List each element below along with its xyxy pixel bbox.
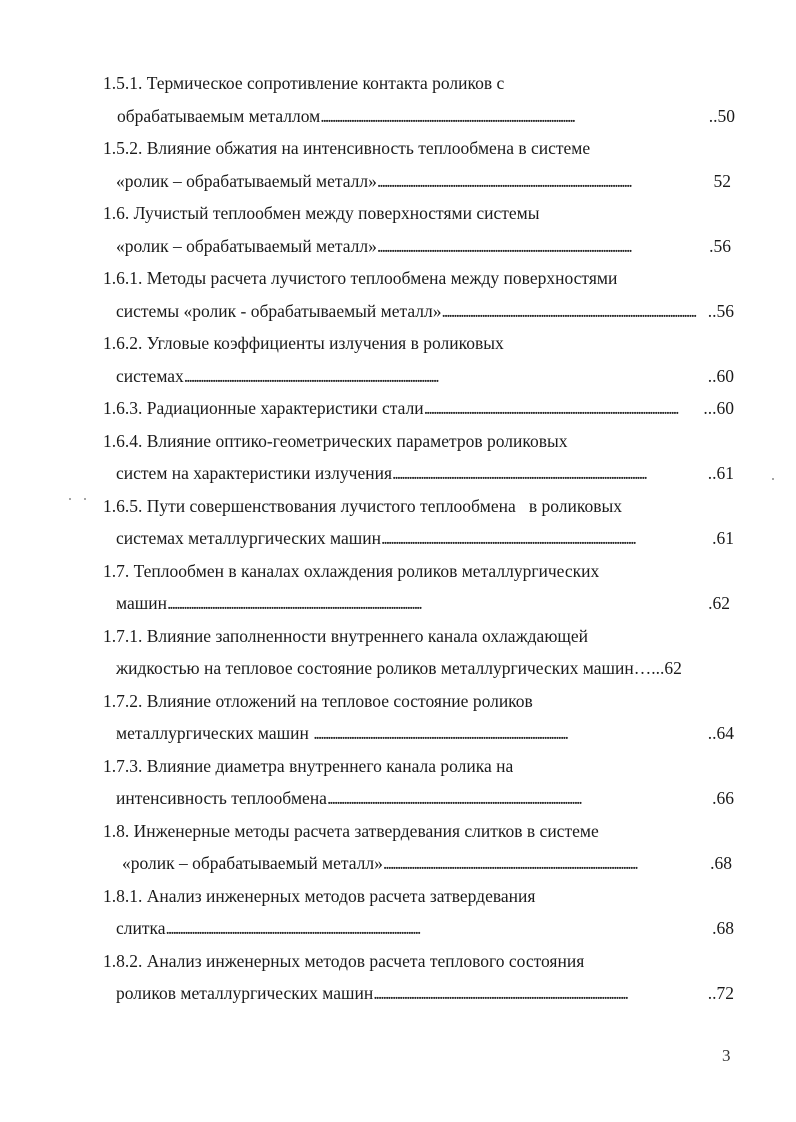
toc-page-number: ..50 xyxy=(708,105,735,126)
toc-page-number: ...62 xyxy=(651,658,682,678)
toc-leader-dots xyxy=(184,360,708,393)
toc-entry-continuation: обрабатываемым металлом xyxy=(117,105,321,126)
toc-entry-1-6 xyxy=(0,197,796,262)
toc-leader-dots xyxy=(166,912,713,945)
table-of-contents xyxy=(0,67,796,1010)
toc-entry-1-7 xyxy=(0,555,796,620)
toc-entry-continuation: системах металлургических машин xyxy=(116,528,381,548)
toc-entry-continuation: интенсивность теплообмена xyxy=(116,788,327,808)
toc-entry-title: 1.6.3. Радиационные характеристики стали xyxy=(103,398,424,418)
toc-page-number: .68 xyxy=(710,853,732,873)
toc-entry-1-6-5 xyxy=(0,490,796,555)
toc-leader-dots xyxy=(383,847,710,880)
toc-entry-continuation: системах xyxy=(116,365,184,386)
toc-entry-continuation: «ролик – обрабатываемый металл» xyxy=(116,235,377,256)
toc-entry-title: 1.8. Инженерные методы расчета затвердевания слитков в системе xyxy=(103,820,599,841)
toc-page-number: ..56 xyxy=(707,300,734,321)
toc-entry-title: 1.8.2. Анализ инженерных методов расчета теплового состояния xyxy=(103,950,585,971)
toc-entry-continuation: системы «ролик - обрабатываемый металл» xyxy=(116,300,442,321)
toc-entry-continuation: жидкостью на тепловое состояние роликов металлургических машин… xyxy=(116,658,652,678)
toc-entry-title: 1.7. Теплообмен в каналах охлаждения роликов металлургических xyxy=(103,560,600,581)
toc-entry-1-6-4 xyxy=(0,425,796,490)
toc-page-number: 52 xyxy=(713,170,731,191)
toc-leader-dots xyxy=(320,100,709,133)
toc-entry-title: 1.5.1. Термическое сопротивление контакта роликов с xyxy=(103,73,505,93)
toc-entry-1-6-3 xyxy=(0,392,796,425)
toc-page-number: .62 xyxy=(708,593,730,613)
toc-entry-1-6-1 xyxy=(0,262,796,327)
toc-entry-continuation: металлургических машин xyxy=(116,723,314,743)
toc-page-number: .61 xyxy=(712,528,734,548)
toc-entry-1-7-1 xyxy=(0,620,796,685)
toc-leader-dots xyxy=(313,717,708,750)
toc-entry-title: 1.6.4. Влияние оптико-геометрических параметров роликовых xyxy=(103,430,568,451)
toc-entry-title: 1.7.3. Влияние диаметра внутреннего канала ролика на xyxy=(103,755,514,776)
toc-entry-title: 1.7.1. Влияние заполненности внутреннего канала охлаждающей xyxy=(103,625,589,646)
toc-entry-title: 1.8.1. Анализ инженерных методов расчета затвердевания xyxy=(103,885,536,906)
toc-entry-continuation: машин xyxy=(116,593,167,613)
toc-page-number: ..72 xyxy=(707,983,734,1003)
page-number: 3 xyxy=(722,1046,731,1065)
toc-entry-title: 1.5.2. Влияние обжатия на интенсивность теплообмена в системе xyxy=(103,138,591,158)
toc-entry-1-8-1 xyxy=(0,880,796,945)
toc-entry-title: 1.7.2. Влияние отложений на тепловое состояние роликов xyxy=(103,690,533,711)
toc-leader-dots xyxy=(424,392,704,425)
toc-entry-1-6-2 xyxy=(0,327,796,392)
toc-page-number: ..61 xyxy=(707,463,734,483)
toc-leader-dots xyxy=(377,230,709,263)
toc-entry-title: 1.6.2. Угловые коэффициенты излучения в роликовых xyxy=(103,333,504,353)
toc-leader-dots xyxy=(392,457,708,490)
toc-entry-1-8-2 xyxy=(0,945,796,1010)
toc-leader-dots xyxy=(442,295,708,328)
toc-page-number: ..64 xyxy=(707,723,734,743)
toc-page-number: .68 xyxy=(712,918,734,938)
toc-page-number: ...60 xyxy=(703,398,734,418)
toc-entry-1-5-1 xyxy=(0,67,796,132)
toc-entry-continuation: «ролик – обрабатываемый металл» xyxy=(116,170,377,191)
toc-entry-title: 1.6.1. Методы расчета лучистого теплообмена между поверхностями xyxy=(103,268,618,288)
toc-page-number: ..60 xyxy=(707,365,734,386)
toc-page-number: .56 xyxy=(709,235,731,256)
scan-speck xyxy=(772,478,774,480)
scan-speck xyxy=(69,498,71,500)
toc-entry-continuation: слитка xyxy=(116,918,166,938)
toc-entry-1-5-2 xyxy=(0,132,796,197)
toc-leader-dots xyxy=(373,977,708,1010)
toc-leader-dots xyxy=(167,587,708,620)
toc-entry-1-7-2 xyxy=(0,685,796,750)
scan-speck xyxy=(84,498,86,500)
toc-leader-dots xyxy=(377,165,714,198)
toc-entry-1-7-3 xyxy=(0,750,796,815)
toc-entry-1-8 xyxy=(0,815,796,880)
toc-page-number: .66 xyxy=(712,788,734,808)
toc-entry-continuation: роликов металлургических машин xyxy=(116,983,374,1003)
toc-entry-title: 1.6. Лучистый теплообмен между поверхностями системы xyxy=(103,203,540,223)
toc-entry-continuation: «ролик – обрабатываемый металл» xyxy=(122,853,383,873)
toc-leader-dots xyxy=(381,522,712,555)
toc-entry-title: 1.6.5. Пути совершенствования лучистого теплообмена в роликовых xyxy=(103,495,623,516)
toc-entry-continuation: систем на характеристики излучения xyxy=(116,463,393,483)
toc-leader-dots xyxy=(327,782,712,815)
